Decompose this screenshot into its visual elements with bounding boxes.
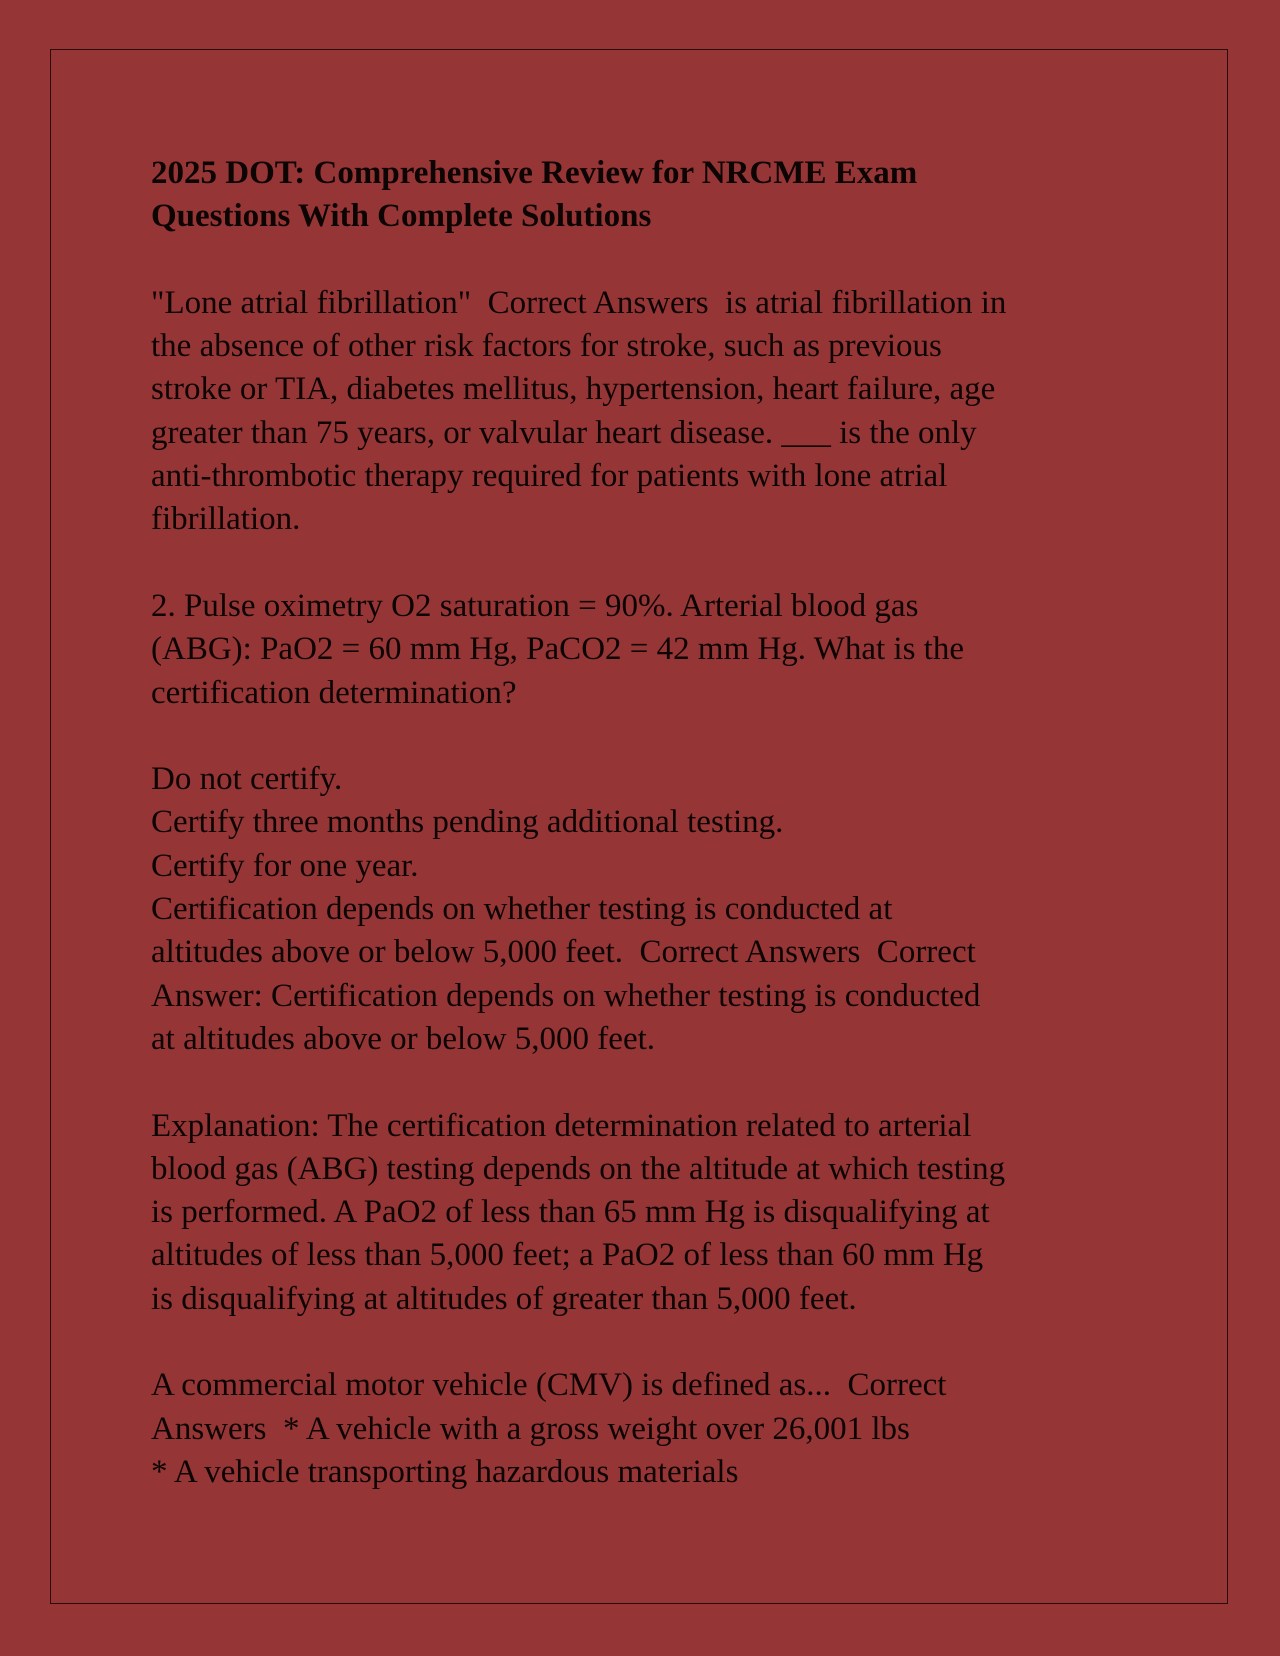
question-lone-atrial-fibrillation bbox=[151, 282, 1141, 542]
text-line: is performed. A PaO2 of less than 65 mm Hg is disqualifying at bbox=[151, 1194, 990, 1231]
text-line: fibrillation. bbox=[151, 501, 301, 538]
spacer bbox=[151, 715, 1141, 758]
document-body bbox=[151, 152, 1141, 1494]
text-line: (ABG): PaO2 = 60 mm Hg, PaCO2 = 42 mm Hg. What is the bbox=[151, 631, 964, 668]
text-line: 2. Pulse oximetry O2 saturation = 90%. Arterial blood gas bbox=[151, 587, 919, 624]
text-line: certification determination? bbox=[151, 674, 517, 711]
text-line: blood gas (ABG) testing depends on the altitude at which testing bbox=[151, 1150, 1006, 1187]
option-line: Do not certify. bbox=[151, 761, 343, 798]
question-cmv-definition bbox=[151, 1364, 1141, 1494]
question-pulse-oximetry bbox=[151, 585, 1141, 715]
option-line: altitudes above or below 5,000 feet. Correct Answers Correct bbox=[151, 934, 976, 971]
option-line: Certification depends on whether testing is conducted at bbox=[151, 891, 893, 928]
text-line: * A vehicle transporting hazardous materials bbox=[151, 1453, 739, 1490]
document-title bbox=[151, 152, 1141, 239]
option-line: Certify three months pending additional testing. bbox=[151, 804, 784, 841]
text-line: greater than 75 years, or valvular heart disease. ___ is the only bbox=[151, 414, 977, 451]
text-line: the absence of other risk factors for stroke, such as previous bbox=[151, 328, 942, 365]
text-line: "Lone atrial fibrillation" Correct Answers is atrial fibrillation in bbox=[151, 284, 1007, 321]
spacer bbox=[151, 1061, 1141, 1104]
spacer bbox=[151, 1321, 1141, 1364]
text-line: altitudes of less than 5,000 feet; a PaO2 of less than 60 mm Hg bbox=[151, 1237, 984, 1274]
option-line: at altitudes above or below 5,000 feet. bbox=[151, 1020, 656, 1057]
spacer bbox=[151, 542, 1141, 585]
title-line: Questions With Complete Solutions bbox=[151, 198, 652, 235]
text-line: Explanation: The certification determination related to arterial bbox=[151, 1107, 972, 1144]
answer-options bbox=[151, 758, 1141, 1061]
explanation bbox=[151, 1105, 1141, 1321]
option-line: Certify for one year. bbox=[151, 847, 419, 884]
spacer bbox=[151, 239, 1141, 282]
text-line: stroke or TIA, diabetes mellitus, hypertension, heart failure, age bbox=[151, 371, 996, 408]
text-line: A commercial motor vehicle (CMV) is defined as... Correct bbox=[151, 1367, 947, 1404]
option-line: Answer: Certification depends on whether testing is conducted bbox=[151, 977, 981, 1014]
text-line: is disqualifying at altitudes of greater than 5,000 feet. bbox=[151, 1280, 857, 1317]
title-line: 2025 DOT: Comprehensive Review for NRCME Exam bbox=[151, 155, 918, 191]
text-line: Answers * A vehicle with a gross weight over 26,001 lbs bbox=[151, 1410, 910, 1447]
text-line: anti-thrombotic therapy required for patients with lone atrial bbox=[151, 458, 948, 495]
